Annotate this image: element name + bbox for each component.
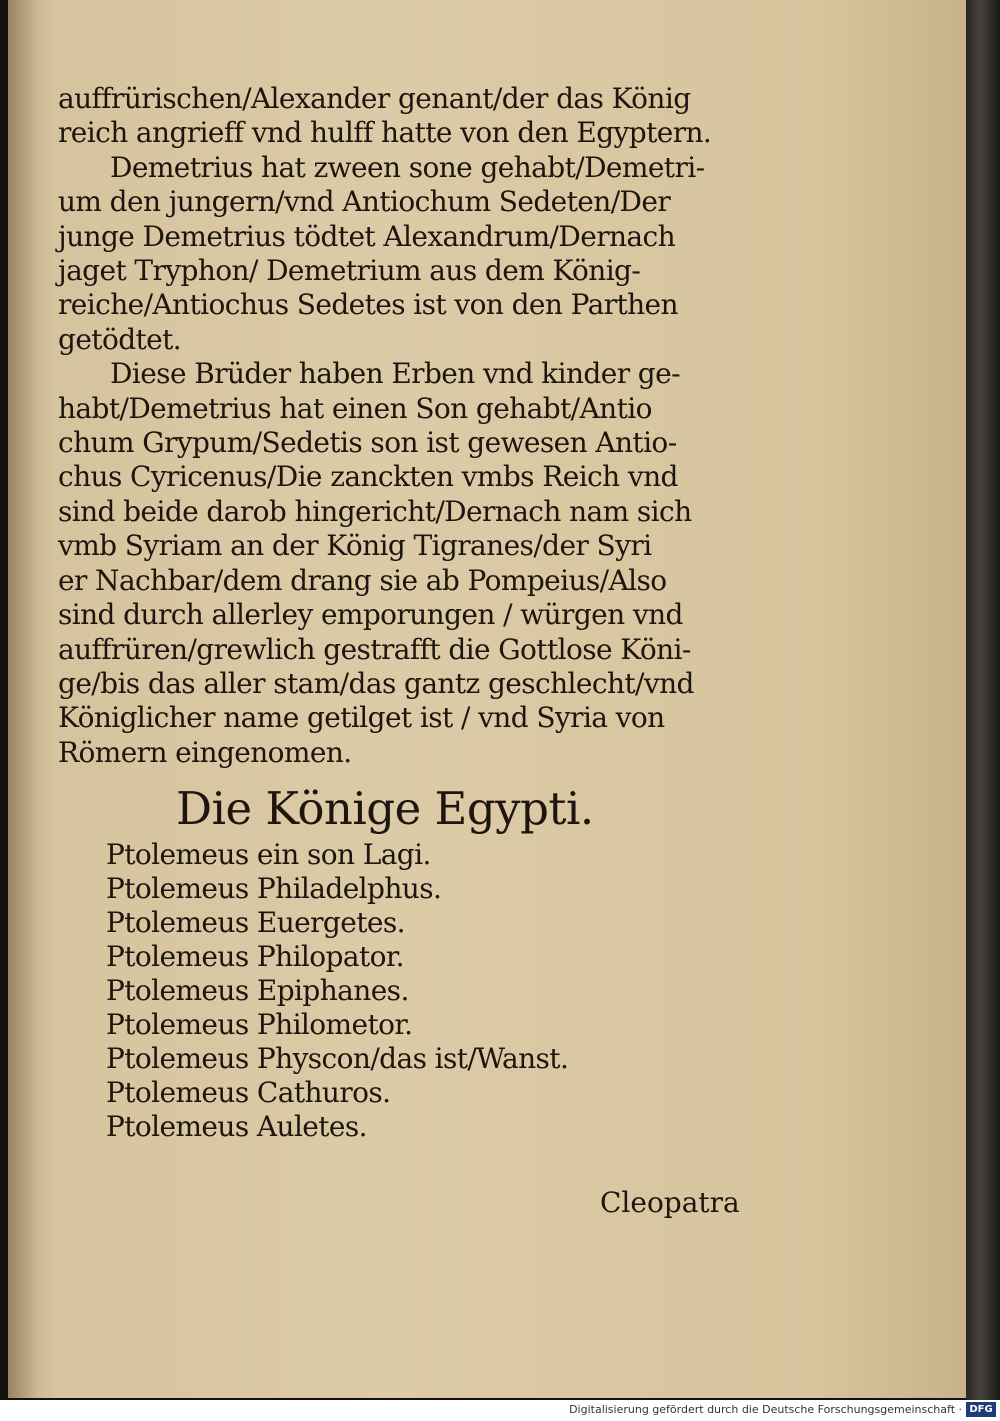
text-line: Königlicher name getilget ist / vnd Syria von: [58, 701, 665, 735]
book-page: [8, 0, 966, 1398]
text-line: jaget Tryphon/ Demetrium aus dem König-: [58, 254, 641, 288]
text-line: vmb Syriam an der König Tigranes/der Syri: [58, 529, 652, 563]
text-line: getödtet.: [58, 322, 182, 356]
page-text: [58, 82, 758, 1144]
text-line: sind beide darob hingericht/Dernach nam sich: [58, 494, 692, 528]
kings-list: [58, 838, 758, 1144]
list-item: Ptolemeus Physcon/das ist/Wanst.: [106, 1042, 569, 1076]
text-line: sind durch allerley emporungen / würgen vnd: [58, 598, 683, 632]
text-line: um den jungern/vnd Antiochum Sedeten/Der: [58, 185, 671, 219]
text-line: chus Cyricenus/Die zanckten vmbs Reich vnd: [58, 460, 678, 494]
dfg-logo: DFG: [966, 1402, 996, 1417]
footer-credit: Digitalisierung gefördert durch die Deutsche Forschungsgemeinschaft ·: [569, 1403, 962, 1416]
text-line: auffrürischen/Alexander genant/der das König: [58, 82, 691, 115]
book-edge: [966, 0, 1000, 1400]
text-line: Diese Brüder haben Erben vnd kinder ge-: [110, 357, 680, 391]
list-item: Ptolemeus Euergetes.: [106, 906, 405, 940]
list-item: Ptolemeus Auletes.: [106, 1110, 367, 1144]
text-line: Römern eingenomen.: [58, 735, 352, 769]
text-line: auffrüren/grewlich gestrafft die Gottlose Köni-: [58, 632, 691, 666]
text-line: chum Grypum/Sedetis son ist gewesen Antio-: [58, 426, 677, 460]
text-line: Demetrius hat zween sone gehabt/Demetri-: [110, 150, 705, 184]
text-line: habt/Demetrius hat einen Son gehabt/Antio: [58, 391, 652, 425]
text-line: junge Demetrius tödtet Alexandrum/Dernach: [58, 219, 676, 253]
catchword: Cleopatra: [600, 1186, 740, 1219]
text-line: reich angrieff vnd hulff hatte von den Egyptern.: [58, 116, 712, 150]
text-line: er Nachbar/dem drang sie ab Pompeius/Also: [58, 563, 667, 597]
section-heading: Die Könige Egypti.: [176, 782, 594, 836]
list-item: Ptolemeus Philadelphus.: [106, 872, 442, 906]
list-item: Ptolemeus Philometor.: [106, 1008, 413, 1042]
list-item: Ptolemeus Philopator.: [106, 940, 404, 974]
text-line: reiche/Antiochus Sedetes ist von den Parthen: [58, 288, 678, 322]
list-item: Ptolemeus ein son Lagi.: [106, 838, 431, 872]
list-item: Ptolemeus Epiphanes.: [106, 974, 409, 1008]
footer-bar: [0, 1400, 1000, 1421]
text-line: ge/bis das aller stam/das gantz geschlecht/vnd: [58, 666, 694, 700]
list-item: Ptolemeus Cathuros.: [106, 1076, 391, 1110]
